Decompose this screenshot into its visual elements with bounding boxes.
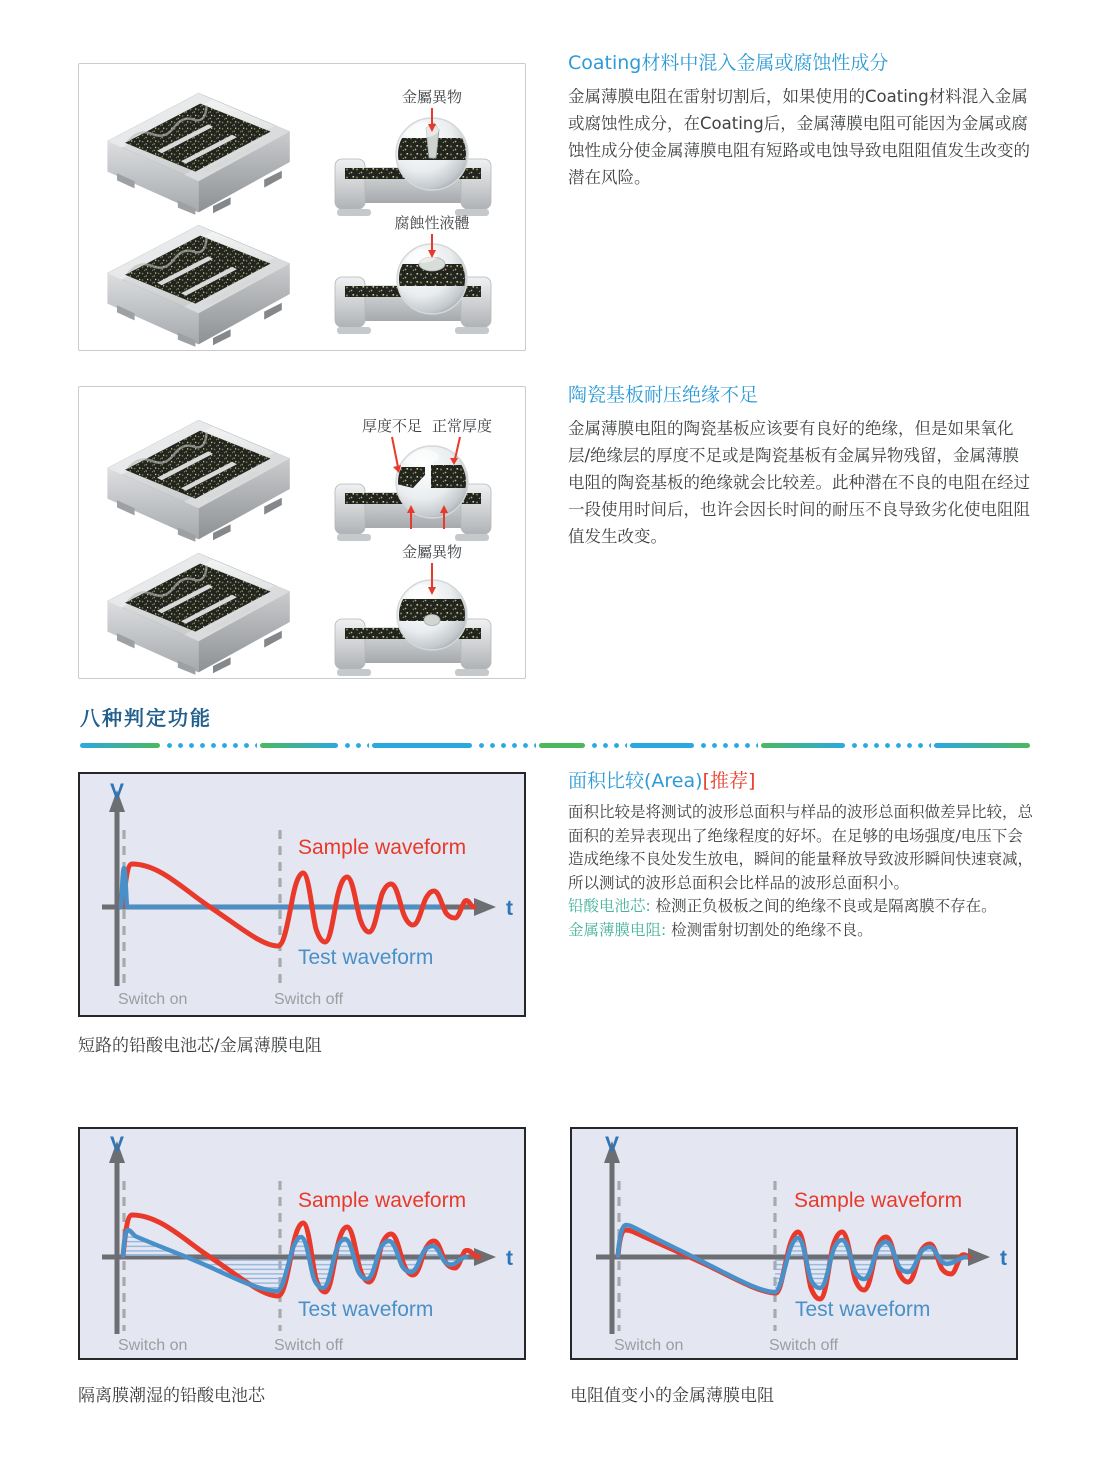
metal-foreign-label: 金屬異物 [401, 544, 463, 561]
metal-film-label: 金属薄膜电阻: [568, 920, 667, 939]
waveform-chart-short-circuit [78, 772, 526, 1017]
chip-illustration [107, 420, 289, 542]
magnifier-sphere [396, 446, 469, 518]
waveform-chart-moist-separator [78, 1127, 526, 1360]
chip-illustration [107, 225, 289, 347]
sample-waveform-label: Sample waveform [794, 1189, 963, 1212]
test-waveform-label: Test waveform [298, 946, 434, 969]
t-axis-label: t [506, 897, 513, 920]
t-axis-label: t [1000, 1247, 1007, 1270]
corrosive-liquid-label: 腐蝕性液體 [394, 215, 470, 232]
chip-illustration [107, 93, 289, 215]
t-axis-label: t [506, 1247, 513, 1270]
t-axis-arrow [474, 898, 496, 916]
switch-off-label: Switch off [274, 991, 344, 1008]
normal-thickness-label: 正常厚度 [431, 418, 493, 435]
ceramic-body: 金属薄膜电阻的陶瓷基板应该要有良好的绝缘，但是如果氧化层/绝缘层的厚度不足或是陶瓷基板有金属异物残留，金属薄膜电阻的陶瓷基板的绝缘就会比较差。此种潜在不良的电阻在经过一段使用时间后，也许会因长时间的耐压不良导致劣化使电阻阻值发生改变。 [568, 419, 1030, 546]
pointer-arrow [392, 437, 398, 467]
ceramic-heading: 陶瓷基板耐压绝缘不足 [568, 384, 759, 406]
figure-ceramic-substrate [78, 386, 526, 679]
sample-waveform-label: Sample waveform [298, 1189, 467, 1212]
ceramic-figure-graphic [79, 387, 525, 678]
waveform-chart-smaller-resistance [570, 1127, 1018, 1360]
v-axis-label: V [109, 1133, 125, 1156]
coating-section [568, 50, 1030, 191]
v-axis-label: V [109, 780, 125, 803]
coating-figure-graphic [79, 64, 525, 350]
section-divider [80, 742, 1030, 748]
ceramic-section [568, 382, 1030, 550]
switch-on-label: Switch on [614, 1337, 684, 1354]
lead-acid-item [568, 895, 1038, 919]
area-comparison-section [568, 768, 1038, 942]
coating-heading: Coating材料中混入金属或腐蚀性成分 [568, 52, 889, 74]
switch-off-label: Switch off [274, 1337, 344, 1354]
chart1-caption: 短路的铅酸电池芯/金属薄膜电阻 [78, 1036, 322, 1056]
area-body: 面积比较是将测试的波形总面积与样品的波形总面积做差异比较，总面积的差异表现出了绝缘程度的好坏。在足够的电场强度/电压下会造成绝缘不良处发生放电，瞬间的能量释放导致波形瞬间快速衰减，所以测试的波形总面积会比样品的波形总面积小。 [568, 803, 1034, 892]
chip-illustration [107, 553, 289, 675]
functions-section-heading: 八种判定功能 [80, 706, 212, 730]
v-axis-label: V [604, 1133, 620, 1156]
area-heading: 面积比较(Area) [568, 770, 703, 792]
recommended-tag: [推荐] [702, 770, 756, 792]
thin-thickness-label: 厚度不足 [361, 418, 423, 435]
test-waveform-label: Test waveform [298, 1298, 434, 1321]
lead-acid-text: 检测正负极板之间的绝缘不良或是隔离膜不存在。 [650, 897, 997, 915]
figure-coating-contamination [78, 63, 526, 351]
metal-film-text: 检测雷射切割处的绝缘不良。 [666, 920, 873, 939]
lead-acid-label: 铅酸电池芯: [568, 897, 651, 915]
test-waveform-label: Test waveform [795, 1298, 931, 1321]
chart3-caption: 电阻值变小的金属薄膜电阻 [570, 1386, 774, 1406]
switch-off-label: Switch off [769, 1337, 839, 1354]
coating-body: 金属薄膜电阻在雷射切割后，如果使用的Coating材料混入金属或腐蚀性成分，在Coating后，金属薄膜电阻可能因为金属或腐蚀性成分使金属薄膜电阻有短路或电蚀导致电阻阻值发生改变的潜在风险。 [568, 87, 1030, 187]
metal-foreign-label: 金屬異物 [401, 89, 463, 106]
chart2-caption: 隔离膜潮湿的铅酸电池芯 [78, 1386, 265, 1406]
switch-on-label: Switch on [118, 1337, 188, 1354]
metal-film-item [568, 919, 1038, 943]
sample-waveform-label: Sample waveform [298, 836, 467, 859]
switch-on-label: Switch on [118, 991, 188, 1008]
